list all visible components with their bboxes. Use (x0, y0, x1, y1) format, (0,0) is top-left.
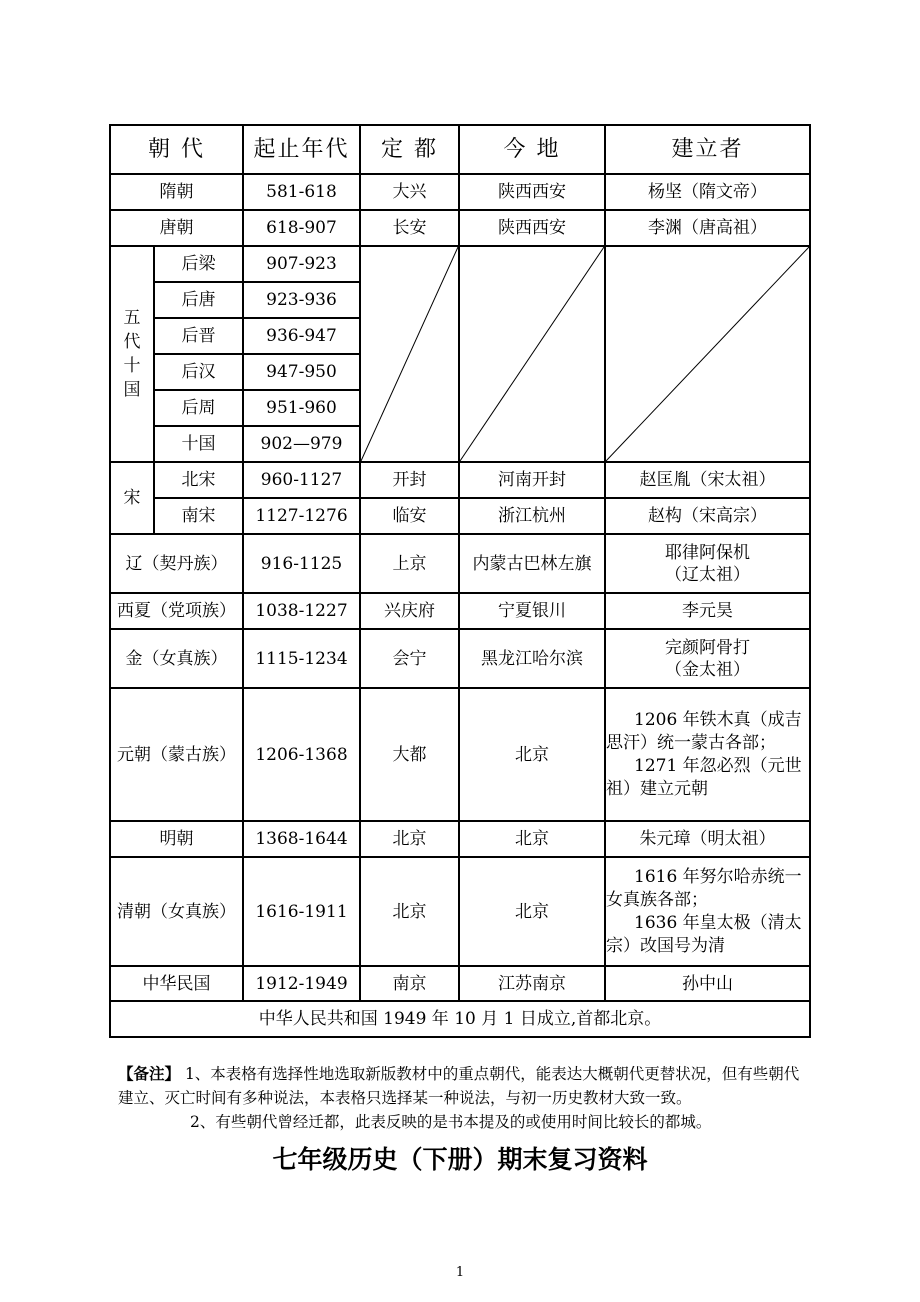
table-row (110, 174, 810, 210)
place: 北京 (459, 688, 605, 821)
dynasty-name: 清朝（女真族） (110, 857, 243, 966)
dynasty-name: 中华民国 (110, 966, 243, 1001)
capital: 临安 (360, 498, 459, 534)
founder: 朱元璋（明太祖） (605, 821, 810, 857)
founder-line: 宗）改国号为清 (606, 935, 725, 956)
place: 河南开封 (459, 462, 605, 498)
years: 581-618 (243, 174, 360, 210)
table-row (110, 857, 810, 966)
years: 907-923 (243, 246, 360, 282)
founder: 李渊（唐高祖） (605, 210, 810, 246)
founder-line: 耶律阿保机 (665, 542, 750, 563)
header-years: 起止年代 (243, 125, 360, 174)
dynasty-name: 隋朝 (110, 174, 243, 210)
capital: 大都 (360, 688, 459, 821)
founder (605, 857, 810, 966)
header-row (110, 125, 810, 174)
table-row (110, 688, 810, 821)
table-row (110, 821, 810, 857)
dynasty-name: 后汉 (154, 354, 243, 390)
table-row (110, 593, 810, 629)
capital: 北京 (360, 857, 459, 966)
founder-line: 1271 年忽必烈（元世 (634, 755, 802, 776)
capital: 大兴 (360, 174, 459, 210)
capital: 开封 (360, 462, 459, 498)
dynasty-name: 元朝（蒙古族） (110, 688, 243, 821)
dynasty-name: 唐朝 (110, 210, 243, 246)
founder (605, 534, 810, 593)
founder (605, 688, 810, 821)
place: 北京 (459, 857, 605, 966)
founder-line: 完颜阿骨打 (665, 637, 750, 658)
founder: 赵构（宋高宗） (605, 498, 810, 534)
prc-row: 中华人民共和国 1949 年 10 月 1 日成立,首都北京。 (110, 1001, 810, 1037)
header-dynasty: 朝 代 (110, 125, 243, 174)
years: 618-907 (243, 210, 360, 246)
place: 江苏南京 (459, 966, 605, 1001)
dynasty-name: 金（女真族） (110, 629, 243, 688)
dynasty-name: 南宋 (154, 498, 243, 534)
dynasty-name: 西夏（党项族） (110, 593, 243, 629)
dynasty-name: 北宋 (154, 462, 243, 498)
years: 1912-1949 (243, 966, 360, 1001)
group-label: 宋 (110, 462, 154, 534)
founder: 孙中山 (605, 966, 810, 1001)
remark-text-2: 2、有些朝代曾经迁都，此表反映的是书本提及的或使用时间比较长的都城。 (190, 1113, 712, 1131)
table-row (110, 629, 810, 688)
capital: 会宁 (360, 629, 459, 688)
dynasty-name: 后梁 (154, 246, 243, 282)
founder-line: 1616 年努尔哈赤统一 (634, 866, 802, 887)
years: 923-936 (243, 282, 360, 318)
table-row (110, 462, 810, 498)
years: 1206-1368 (243, 688, 360, 821)
years: 1127-1276 (243, 498, 360, 534)
diagonal-cell (459, 246, 605, 462)
capital: 上京 (360, 534, 459, 593)
dynasty-name: 辽（契丹族） (110, 534, 243, 593)
years: 1115-1234 (243, 629, 360, 688)
dynasty-name: 后晋 (154, 318, 243, 354)
place: 陕西西安 (459, 210, 605, 246)
years: 1038-1227 (243, 593, 360, 629)
years: 902—979 (243, 426, 360, 462)
founder: 杨坚（隋文帝） (605, 174, 810, 210)
remark (118, 1062, 808, 1110)
years: 1616-1911 (243, 857, 360, 966)
diagonal-cell (360, 246, 459, 462)
capital: 兴庆府 (360, 593, 459, 629)
dynasty-table (109, 124, 811, 1038)
place: 内蒙古巴林左旗 (459, 534, 605, 593)
founder: 李元昊 (605, 593, 810, 629)
years: 947-950 (243, 354, 360, 390)
page-number: 1 (455, 1265, 465, 1280)
dynasty-name: 明朝 (110, 821, 243, 857)
founder-line: （辽太祖） (665, 564, 750, 585)
years: 960-1127 (243, 462, 360, 498)
founder-line: （金太祖） (665, 659, 750, 680)
header-founder: 建立者 (605, 125, 810, 174)
header-place: 今 地 (459, 125, 605, 174)
remark-text-1: 1、本表格有选择性地选取新版教材中的重点朝代，能表达大概朝代更替状况，但有些朝代建立、灭亡时间有多种说法，本表格只选择某一种说法，与初一历史教材大致一致。 (118, 1065, 800, 1107)
years: 916-1125 (243, 534, 360, 593)
table-row (110, 246, 810, 282)
dynasty-name: 后唐 (154, 282, 243, 318)
founder-line: 女真族各部； (606, 889, 708, 910)
header-capital: 定 都 (360, 125, 459, 174)
founder-line: 思汗）统一蒙古各部； (606, 732, 776, 753)
founder-line: 祖）建立元朝 (606, 778, 708, 799)
place: 北京 (459, 821, 605, 857)
capital: 北京 (360, 821, 459, 857)
years: 951-960 (243, 390, 360, 426)
table-row (110, 534, 810, 593)
place: 陕西西安 (459, 174, 605, 210)
founder-line: 1636 年皇太极（清太 (634, 912, 802, 933)
dynasty-name: 十国 (154, 426, 243, 462)
table-row (110, 210, 810, 246)
remark-label: 【备注】 (118, 1064, 181, 1083)
table-row (110, 498, 810, 534)
table-row (110, 1001, 810, 1037)
document-title: 七年级历史（下册）期末复习资料 (272, 1145, 648, 1174)
capital: 长安 (360, 210, 459, 246)
place: 黑龙江哈尔滨 (459, 629, 605, 688)
group-label: 五代十国 (110, 246, 154, 462)
years: 1368-1644 (243, 821, 360, 857)
founder-line: 1206 年铁木真（成吉 (634, 709, 802, 730)
founder: 赵匡胤（宋太祖） (605, 462, 810, 498)
table-row (110, 966, 810, 1001)
place: 浙江杭州 (459, 498, 605, 534)
place: 宁夏银川 (459, 593, 605, 629)
dynasty-name: 后周 (154, 390, 243, 426)
diagonal-cell (605, 246, 810, 462)
years: 936-947 (243, 318, 360, 354)
founder (605, 629, 810, 688)
capital: 南京 (360, 966, 459, 1001)
